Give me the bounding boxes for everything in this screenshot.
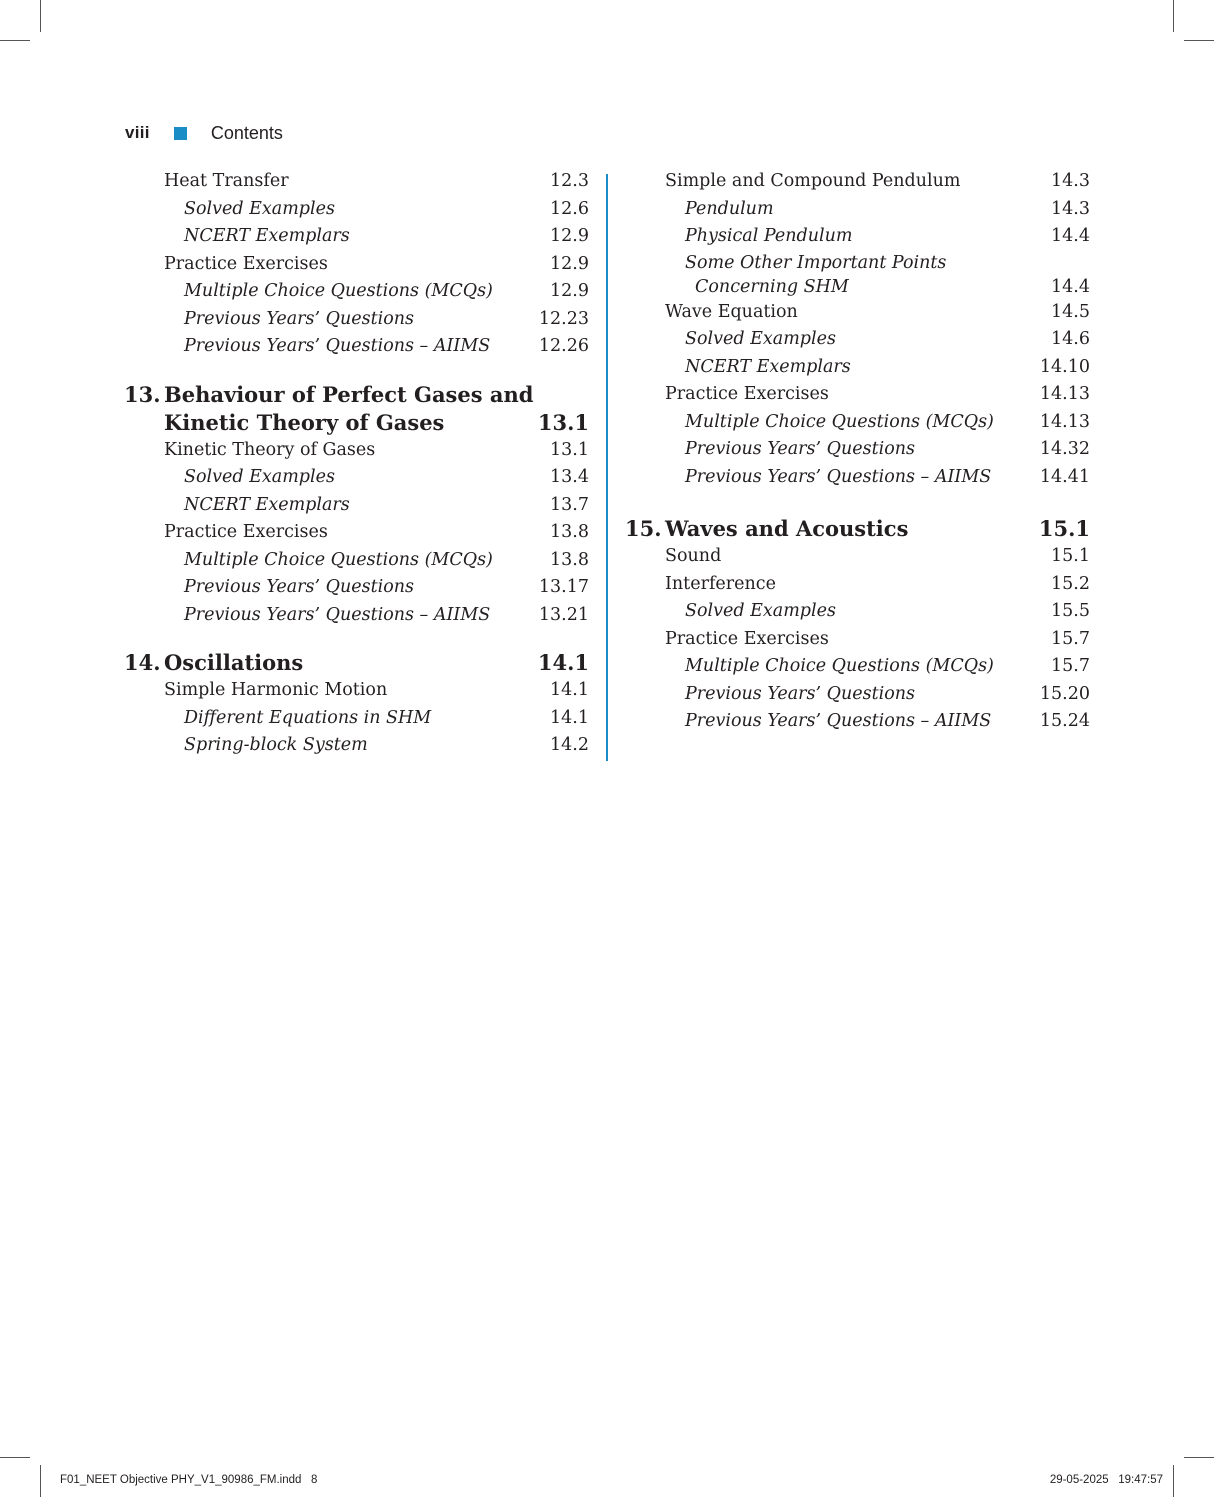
crop-mark (40, 0, 41, 32)
toc-entry-label: Practice Exercises (164, 522, 328, 542)
toc-entry-label: Simple and Compound Pendulum (665, 171, 961, 191)
toc-entry-label: Practice Exercises (665, 384, 829, 404)
toc-entry-page: 15.7 (1051, 656, 1090, 676)
toc-entry (625, 626, 1090, 654)
crop-mark (40, 1465, 41, 1497)
toc-entry-label: Previous Years’ Questions – AIIMS (184, 604, 491, 625)
chapter-heading (124, 381, 589, 409)
toc-entry-label: Multiple Choice Questions (MCQs) (685, 411, 994, 432)
toc-entry-label: NCERT Exemplars (184, 226, 350, 246)
toc-entry (625, 464, 1090, 492)
toc-entry (124, 519, 589, 547)
toc-entry-page: 12.23 (538, 308, 589, 329)
chapter-title: Waves and Acoustics (665, 516, 909, 541)
chapter-number: 13. (124, 381, 161, 407)
toc-entry-label: Spring-block System (184, 735, 368, 755)
toc-entry-page: 13.8 (550, 549, 589, 570)
toc-entry-label: Physical Pendulum (685, 226, 853, 246)
toc-entry-page: 14.32 (1039, 439, 1090, 459)
toc-entry-page: 14.1 (550, 707, 589, 728)
toc-entry (625, 299, 1090, 327)
toc-entry-page: 14.4 (1051, 276, 1090, 297)
chapter-title: Behaviour of Perfect Gases and (164, 381, 534, 407)
toc-entry (625, 543, 1090, 571)
toc-entry-label: Previous Years’ Questions (184, 577, 414, 597)
toc-entry-page: 14.3 (1051, 171, 1090, 191)
chapter-heading (124, 649, 589, 677)
toc-entry-page: 12.3 (550, 171, 589, 191)
toc-entry (625, 653, 1090, 681)
toc-entry (124, 492, 589, 520)
toc-entry-label: Solved Examples (184, 467, 335, 487)
toc-entry (124, 464, 589, 492)
header-title: Contents (210, 122, 283, 143)
chapter-page: 14.1 (537, 650, 589, 675)
toc-entry (124, 168, 589, 196)
toc-entry-label: Multiple Choice Questions (MCQs) (184, 549, 493, 570)
toc-entry-label: Concerning SHM (695, 276, 849, 297)
toc-entry-page: 13.7 (550, 494, 589, 515)
toc-entry-page: 12.9 (550, 226, 589, 246)
toc-entry-page: 12.9 (550, 253, 589, 274)
chapter-number: 15. (625, 516, 662, 541)
toc-entry-label: Previous Years’ Questions (685, 683, 915, 704)
toc-entry (625, 598, 1090, 626)
toc-entry-page: 14.13 (1039, 411, 1090, 432)
chapter-heading (625, 515, 1090, 543)
toc-entry (625, 571, 1090, 599)
crop-mark (1184, 40, 1214, 41)
toc-entry-label: Solved Examples (685, 601, 836, 621)
toc-entry-label: Previous Years’ Questions – AIIMS (685, 466, 992, 487)
toc-entry (124, 223, 589, 251)
toc-entry (625, 251, 1090, 299)
toc-entry-page: 14.13 (1039, 384, 1090, 404)
toc-entry (625, 409, 1090, 437)
toc-entry (625, 354, 1090, 382)
toc-entry-label: Some Other Important Points (685, 252, 947, 273)
toc-entry-label: Kinetic Theory of Gases (164, 439, 376, 460)
toc-entry-label: Wave Equation (665, 301, 798, 322)
toc-entry-page: 12.26 (538, 336, 589, 356)
toc-entry (124, 196, 589, 224)
toc-entry-label: Previous Years’ Questions – AIIMS (184, 336, 491, 356)
toc-entry-label: Multiple Choice Questions (MCQs) (184, 281, 493, 301)
right-column (625, 168, 1090, 736)
page-number: viii (125, 123, 150, 142)
chapter-title: Kinetic Theory of Gases (164, 409, 445, 435)
toc-entry-page: 14.1 (550, 680, 589, 700)
toc-entry (625, 168, 1090, 196)
toc-entry (124, 333, 589, 361)
toc-entry-page: 12.9 (550, 281, 589, 301)
left-column (124, 168, 589, 760)
footer-file-slug: F01_NEET Objective PHY_V1_90986_FM.indd 8 (60, 1474, 318, 1486)
toc-entry-page: 15.1 (1051, 546, 1090, 566)
toc-entry-label: Multiple Choice Questions (MCQs) (685, 656, 994, 676)
toc-entry-page: 14.4 (1051, 226, 1090, 246)
toc-entry (625, 223, 1090, 251)
toc-entry-page: 15.7 (1051, 628, 1090, 649)
toc-entry (625, 196, 1090, 224)
column-divider (606, 174, 608, 761)
toc-entry (124, 251, 589, 279)
toc-entry-page: 13.4 (550, 467, 589, 487)
toc-entry-page: 14.41 (1039, 466, 1090, 487)
crop-mark (1184, 1457, 1214, 1458)
toc-entry-label: Simple Harmonic Motion (164, 680, 388, 700)
toc-entry (124, 547, 589, 575)
toc-entry (124, 437, 589, 465)
toc-entry (124, 677, 589, 705)
toc-entry (124, 705, 589, 733)
toc-entry-label: Practice Exercises (164, 253, 328, 274)
header-square-icon (174, 127, 187, 140)
running-header (125, 121, 283, 145)
toc-entry (124, 574, 589, 602)
toc-entry-label: Practice Exercises (665, 628, 829, 649)
chapter-title: Oscillations (164, 650, 304, 675)
toc-entry-page: 13.1 (550, 439, 589, 460)
toc-entry-page: 13.8 (550, 522, 589, 542)
toc-entry-page: 14.5 (1051, 301, 1090, 322)
crop-mark (1173, 1465, 1174, 1497)
crop-mark (0, 1457, 30, 1458)
toc-entry-label: Interference (665, 573, 776, 594)
toc-entry-page: 15.2 (1051, 573, 1090, 594)
chapter-page: 13.1 (537, 409, 589, 435)
toc-entry-label: NCERT Exemplars (184, 494, 350, 515)
toc-entry-label: Heat Transfer (164, 171, 289, 191)
crop-mark (1173, 0, 1174, 32)
toc-entry (625, 708, 1090, 736)
toc-entry-label: Previous Years’ Questions (685, 439, 915, 459)
toc-entry-label: Different Equations in SHM (184, 707, 432, 728)
toc-entry (625, 381, 1090, 409)
toc-entry-label: Solved Examples (184, 198, 335, 219)
toc-entry-page: 12.6 (550, 198, 589, 219)
toc-entry-page: 14.3 (1051, 198, 1090, 219)
chapter-heading-line2 (124, 409, 589, 437)
toc-entry-label: Previous Years’ Questions (184, 308, 414, 329)
toc-entry (124, 602, 589, 630)
toc-entry-page: 15.5 (1051, 601, 1090, 621)
toc-entry-page: 14.6 (1051, 329, 1090, 349)
toc-entry-page: 14.10 (1039, 356, 1090, 377)
toc-entry-page: 13.21 (538, 604, 589, 625)
crop-mark (0, 40, 30, 41)
toc-entry-label: Solved Examples (685, 329, 836, 349)
toc-entry-label: Pendulum (685, 198, 774, 219)
toc-entry-label: NCERT Exemplars (685, 356, 851, 377)
chapter-number: 14. (124, 650, 161, 675)
toc-entry-page: 13.17 (538, 577, 589, 597)
toc-entry-label: Sound (665, 546, 722, 566)
chapter-page: 15.1 (1038, 516, 1090, 541)
toc-entry (124, 306, 589, 334)
toc-entry (625, 681, 1090, 709)
toc-entry-label: Previous Years’ Questions – AIIMS (685, 711, 992, 731)
toc-entry-page: 14.2 (550, 735, 589, 755)
toc-entry (124, 278, 589, 306)
toc-entry-page: 15.20 (1039, 683, 1090, 704)
toc-entry-page: 15.24 (1039, 711, 1090, 731)
toc-entry (124, 732, 589, 760)
toc-entry (625, 326, 1090, 354)
toc-entry (625, 436, 1090, 464)
footer-timestamp: 29-05-2025 19:47:57 (1049, 1474, 1163, 1486)
